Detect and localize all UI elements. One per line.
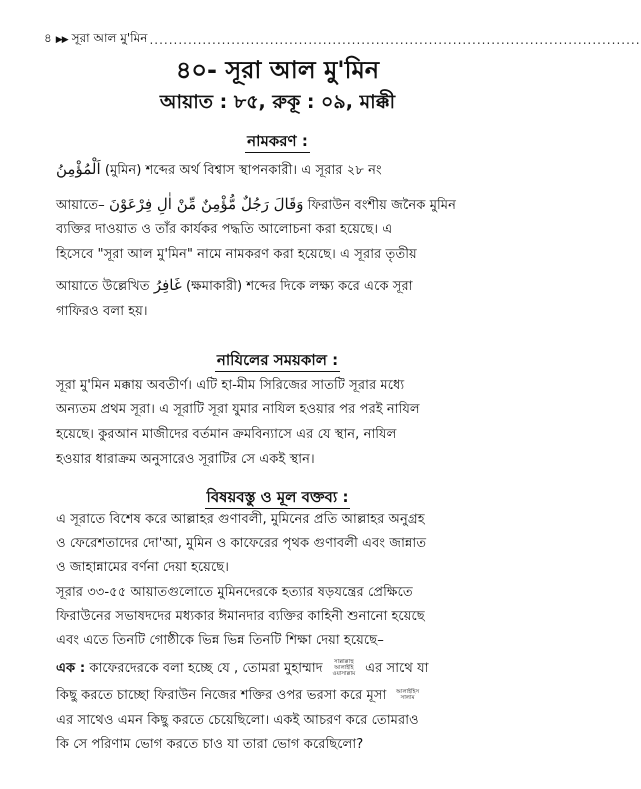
paragraph-line: ও ফেরেশতাদের দো'আ, মুমিন ও কাফেরের পৃথক গুণাবলী এবং জান্নাত [56,536,427,551]
heading-content: বিষয়বস্তু ও মূল বক্তব্য : [0,486,555,511]
arabic-word: اَلْمُؤْمِنُ [56,160,101,178]
heading-revelation: নাযিলের সময়কাল : [0,349,555,374]
paragraph-line: হয়েছে। কুরআন মাজীদের বর্তমান ক্রমবিন্যাসে এর যে স্থান, নাযিল [56,427,397,442]
paragraph-line: কিছু করতে চাচ্ছো ফিরাউন নিজের শক্তির ওপর ভরসা করে মূসা আলাইহিস সালাম [56,685,425,707]
arabic-word: غَافِرُ [153,276,182,294]
header-leader-dots: ...................................................................................................... [149,33,641,47]
page-number: ৪ [44,31,52,45]
paragraph-line: اَلْمُؤْمِنُ (মুমিন) শব্দের অর্থ বিশ্বাস স্থাপনকারী। এ সূরার ২৮ নং [56,160,382,178]
paragraph-line: এর সাথেও এমন কিছু করতে চেয়েছিলো। একই আচরণ করে তোমরাও [56,713,419,728]
blessing-seal: আলাইহিস সালাম [396,689,420,701]
paragraph-line: ফিরাউনের সভাষদদের মধ্যকার ঈমানদার ব্যক্তির কাহিনী শুনানো হয়েছে [56,609,425,624]
paragraph-line: ব্যক্তির দাওয়াত ও তাঁর কার্যকর পদ্ধতি আলোচনা করা হয়েছে। এ [56,222,393,237]
paragraph-line: এ সূরাতে বিশেষ করে আল্লাহর গুণাবলী, মুমিনের প্রতি আল্লাহর অনুগ্রহ [56,512,425,527]
paragraph-line: গাফিরও বলা হয়। [56,304,148,319]
point-label: এক : [56,661,86,676]
paragraph-line: কি সে পরিণাম ভোগ করতে চাও যা তারা ভোগ করেছিলো? [56,737,364,752]
arabic-phrase: وَقَالَ رَجُلٌ مُّؤْمِنٌ مِّنْ اٰلِ فِرْعَوْنَ [108,195,304,213]
running-title: সূরা আল মু'মিন [71,31,148,45]
paragraph-line: সূরার ৩৩-৫৫ আয়াতগুলোতে মুমিনদেরকে হত্যার ষড়যন্ত্রের প্রেক্ষিতে [56,585,413,600]
running-header [44,30,641,50]
heading-naming: নামকরণ : [0,130,555,155]
paragraph-line: হওয়ার ধারাক্রম অনুসারেও সূরাটির সে একই স্থান। [56,452,315,467]
paragraph-line: এক : কাফেরদেরকে বলা হচ্ছে যে , তোমরা মুহাম্মাদ সাল্লাল্লাহু আলাইহি ওয়াসাল্লাম এর সাথে যা [56,659,429,677]
chapter-title: ৪০- সূরা আল মু'মিন [175,56,380,84]
chapter-subtitle: আয়াত : ৮৫, রুকূ : ০৯, মাক্কী [159,91,396,113]
paragraph-line: আয়াতে উল্লেখিত غَافِرُ (ক্ষমাকারী) শব্দের দিকে লক্ষ্য করে একে সূরা [56,276,413,294]
double-arrow-icon: ▶▶ [55,35,68,45]
blessing-seal: সাল্লাল্লাহু আলাইহি ওয়াসাল্লাম [332,659,356,677]
paragraph-line: সূরা মু'মিন মক্কায় অবতীর্ণ। এটি হা-মীম সিরিজের সাতটি সূরার মধ্যে [56,378,405,393]
paragraph-line: হিসেবে "সূরা আল মু'মিন" নামে নামকরণ করা হয়েছে। এ সূরার তৃতীয় [56,247,417,262]
paragraph-line: আয়াতে– وَقَالَ رَجُلٌ مُّؤْمِنٌ مِّنْ اٰلِ فِرْعَوْنَ ফিরাউন বংশীয় জনৈক মুমিন [56,195,456,213]
paragraph-line: এবং এতে তিনটি গোষ্ঠীকে ভিন্ন ভিন্ন তিনটি শিক্ষা দেয়া হয়েছে– [56,633,384,648]
paragraph-line: অন্যতম প্রথম সূরা। এ সূরাটি সূরা যুমার নাযিল হওয়ার পর পরই নাযিল [56,402,420,417]
paragraph-line: ও জাহান্নামের বর্ণনা দেয়া হয়েছে। [56,560,229,575]
